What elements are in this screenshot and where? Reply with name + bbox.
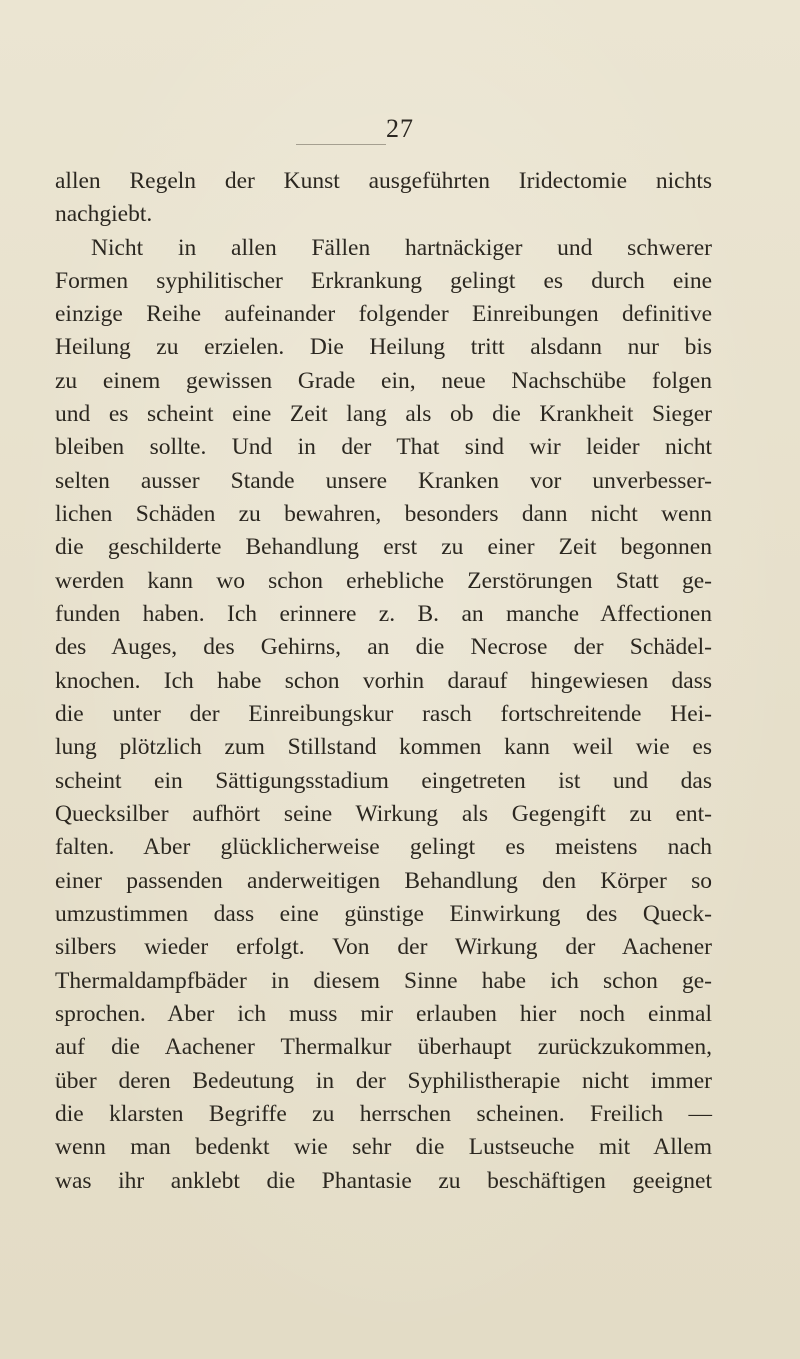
text-line: funden haben. Ich erinnere z. B. an manche Affectionen — [55, 601, 712, 627]
text-line: auf die Aachener Thermalkur überhaupt zurückzukommen, — [55, 1034, 712, 1060]
text-line: selten ausser Stande unsere Kranken vor unverbesser- — [55, 468, 712, 494]
text-line: knochen. Ich habe schon vorhin darauf hingewiesen dass — [55, 668, 712, 694]
text-line: einer passenden anderweitigen Behandlung den Körper so — [55, 868, 712, 894]
text-line: was ihr anklebt die Phantasie zu beschäftigen geeignet — [55, 1168, 712, 1194]
text-line: lung plötzlich zum Stillstand kommen kann weil wie es — [55, 734, 712, 760]
text-line: Quecksilber aufhört seine Wirkung als Gegengift zu ent- — [55, 801, 712, 827]
text-line: bleiben sollte. Und in der That sind wir leider nicht — [55, 434, 712, 460]
text-line: wenn man bedenkt wie sehr die Lustseuche mit Allem — [55, 1134, 712, 1160]
text-line: des Auges, des Gehirns, an die Necrose der Schädel- — [55, 634, 712, 660]
text-line: sprochen. Aber ich muss mir erlauben hier noch einmal — [55, 1001, 712, 1027]
text-line: Formen syphilitischer Erkrankung gelingt es durch eine — [55, 268, 712, 294]
text-line: Thermaldampfbäder in diesem Sinne habe ich schon ge- — [55, 968, 712, 994]
text-line: die klarsten Begriffe zu herrschen scheinen. Freilich — — [55, 1101, 712, 1127]
text-line: lichen Schäden zu bewahren, besonders dann nicht wenn — [55, 501, 712, 527]
text-line: die unter der Einreibungskur rasch fortschreitende Hei- — [55, 701, 712, 727]
text-line: silbers wieder erfolgt. Von der Wirkung der Aachener — [55, 934, 712, 960]
text-line: Nicht in allen Fällen hartnäckiger und schwerer — [91, 235, 712, 261]
text-line: Heilung zu erzielen. Die Heilung tritt alsdann nur bis — [55, 334, 712, 360]
page-number: 27 — [386, 114, 414, 143]
text-line: allen Regeln der Kunst ausgeführten Iridectomie nichts — [55, 168, 712, 194]
text-line: zu einem gewissen Grade ein, neue Nachschübe folgen — [55, 368, 712, 394]
text-line: die geschilderte Behandlung erst zu einer Zeit begonnen — [55, 534, 712, 560]
text-line: werden kann wo schon erhebliche Zerstörungen Statt ge- — [55, 568, 712, 594]
text-line: und es scheint eine Zeit lang als ob die Krankheit Sieger — [55, 401, 712, 427]
text-line: einzige Reihe aufeinander folgender Einreibungen definitive — [55, 301, 712, 327]
text-line: falten. Aber glücklicherweise gelingt es meistens nach — [55, 834, 712, 860]
text-line: über deren Bedeutung in der Syphilistherapie nicht immer — [55, 1068, 712, 1094]
text-line: nachgiebt. — [55, 201, 153, 227]
text-line: scheint ein Sättigungsstadium eingetreten ist und das — [55, 768, 712, 794]
text-line: umzustimmen dass eine günstige Einwirkung des Queck- — [55, 901, 712, 927]
